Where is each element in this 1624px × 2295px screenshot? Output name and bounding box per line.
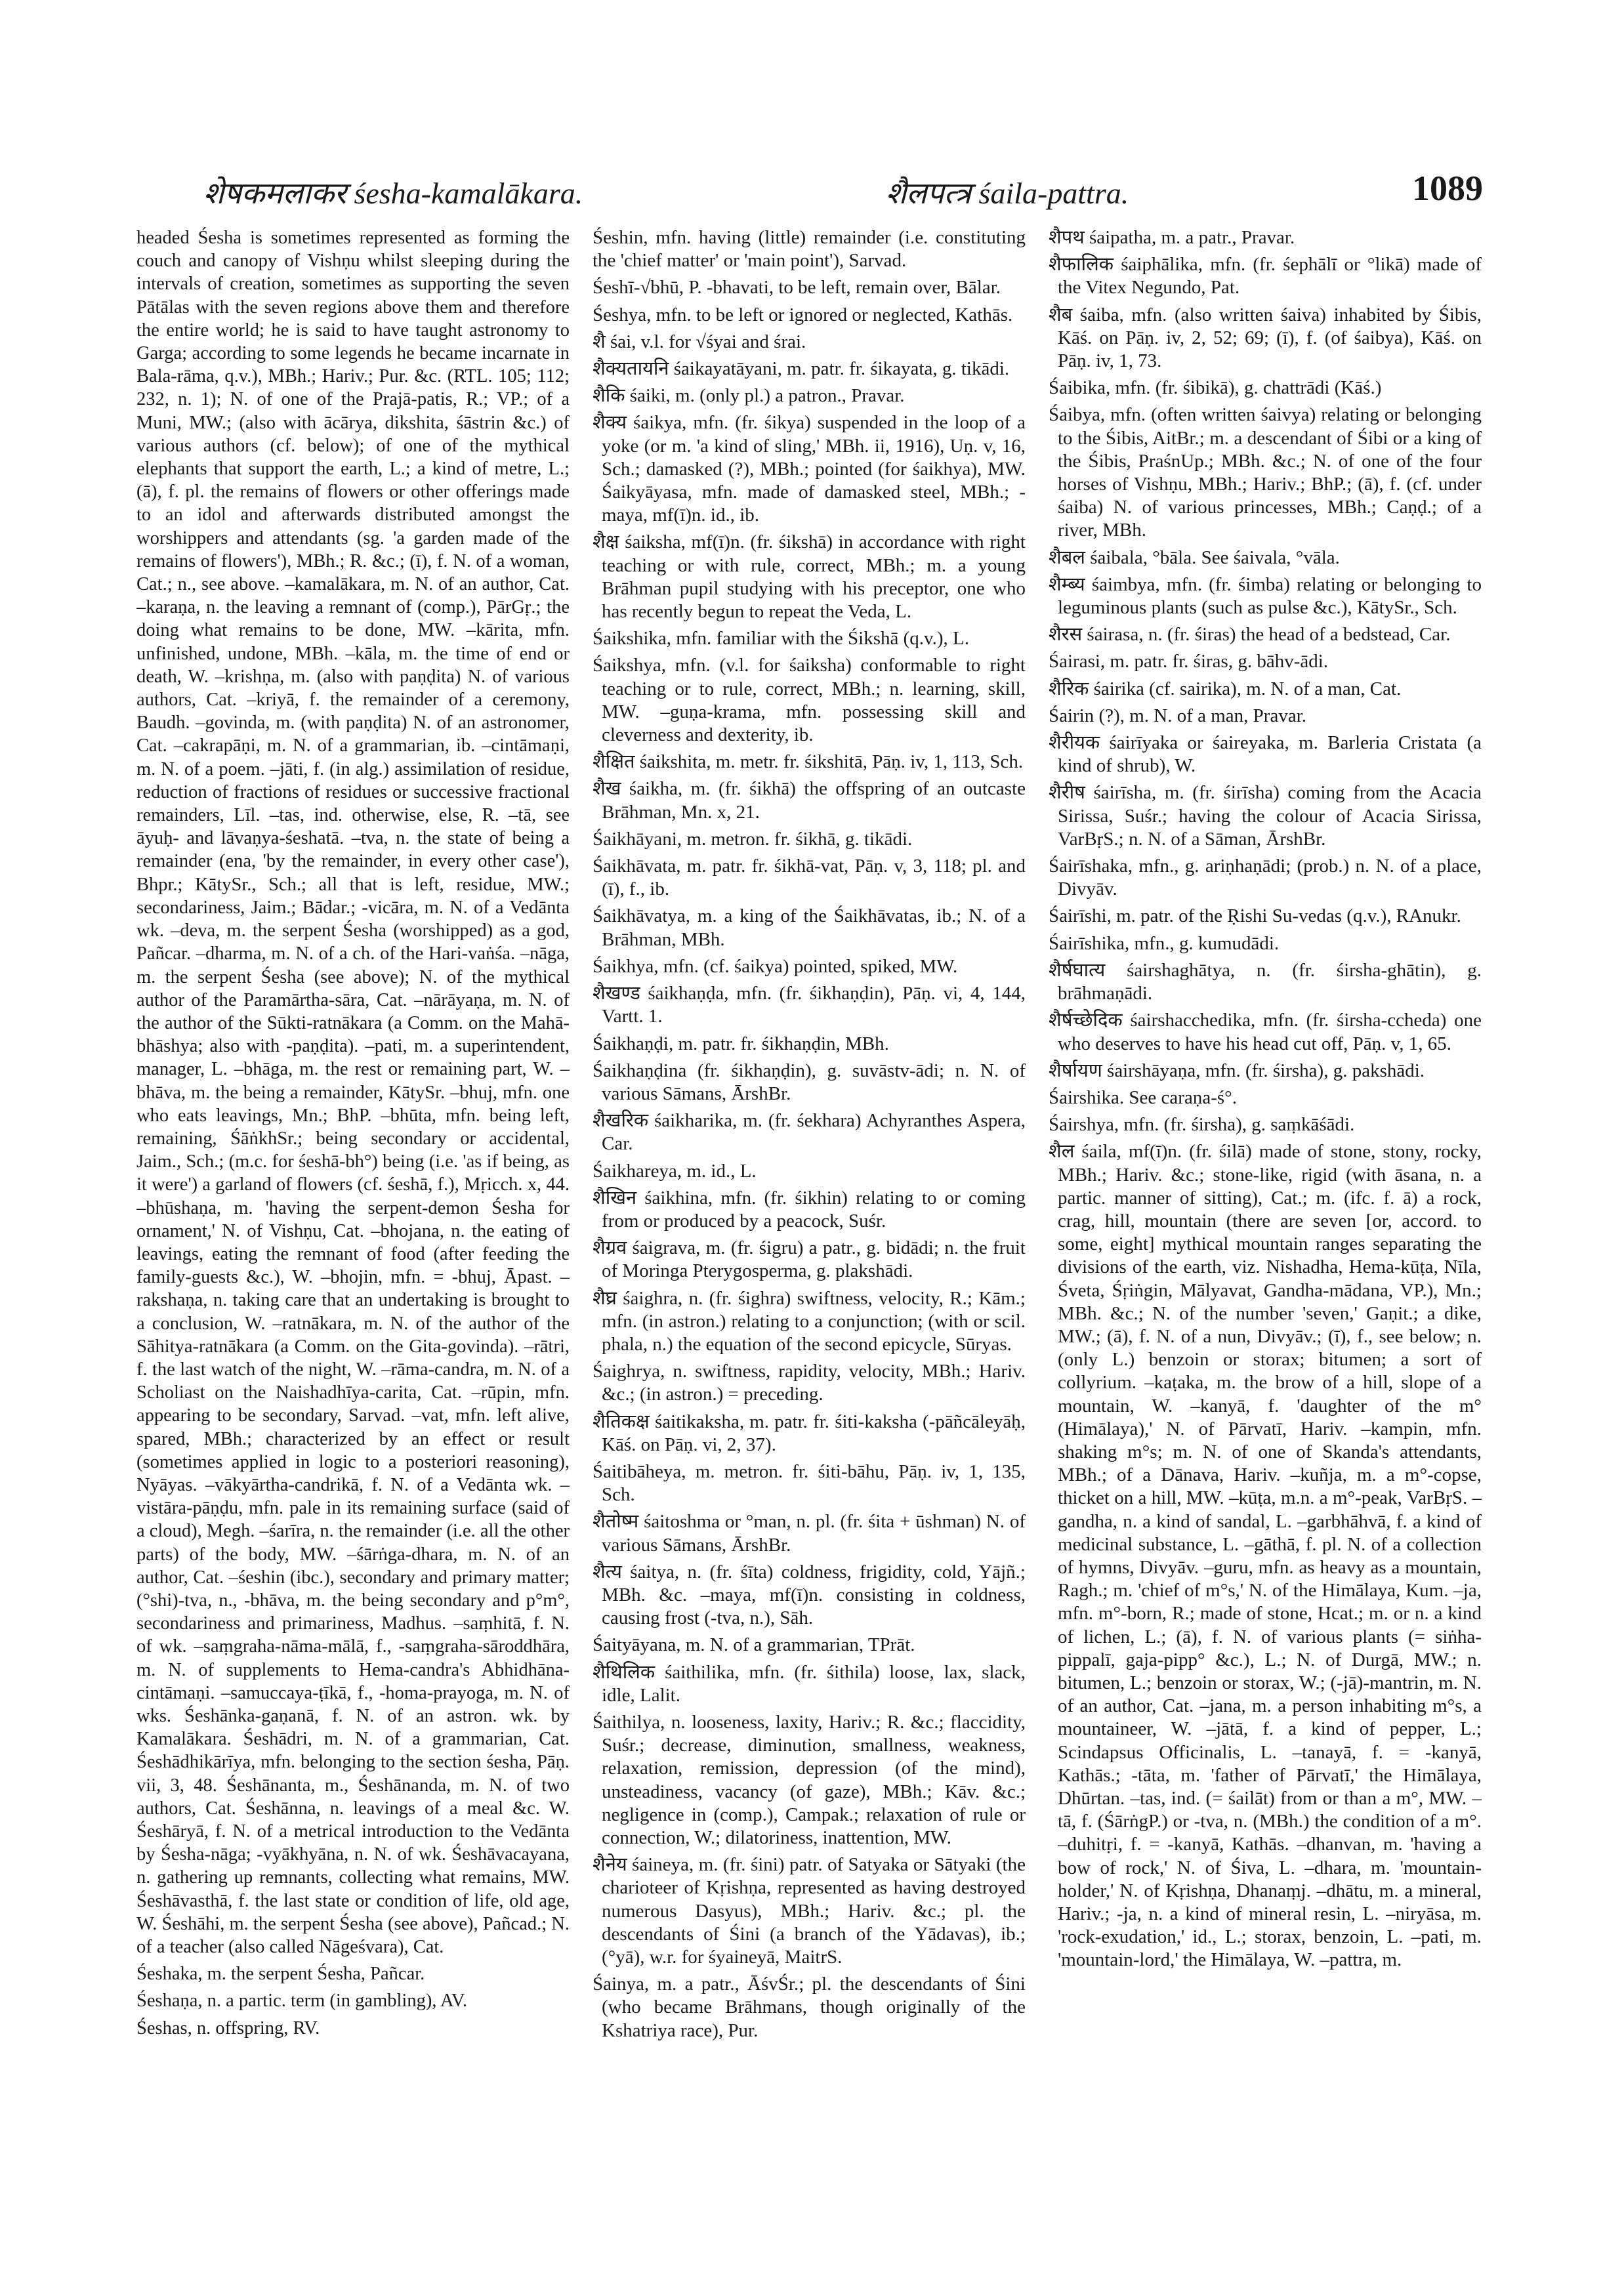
dictionary-entry: शैक्षित śaikshita, m. metr. fr. śikshitā, Pāṇ. iv, 1, 113, Sch. [593, 751, 1024, 773]
dictionary-entry: शैखरिक śaikharika, m. (fr. śekhara) Achyranthes Aspera, Car. [593, 1110, 1026, 1155]
dictionary-entry: Śeshī-√bhū, P. -bhavati, to be left, remain over, Bālar. [593, 277, 1001, 299]
dictionary-entry: Śairin (?), m. N. of a man, Pravar. [1049, 705, 1307, 726]
column-middle [593, 226, 1026, 2195]
dictionary-entry: Śairasi, m. patr. fr. śiras, g. bāhv-ādi. [1049, 651, 1329, 672]
dictionary-entry: शैक्ष śaiksha, mf(ī)n. (fr. śikshā) in accordance with right teaching or with rule, correct, MBh.; m. a young Brāhman pupil studying with his preceptor, one who has recently begun to repeat the Veda, L. [593, 531, 1026, 623]
dictionary-entry: शैखण्ड śaikhaṇḍa, mfn. (fr. śikhaṇḍin), Pāṇ. vi, 4, 144, Vartt. 1. [593, 983, 1026, 1027]
dictionary-entry: headed Śesha is sometimes represented as forming the couch and canopy of Vishṇu whilst sleeping during the intervals of creation, sometimes as supporting the seven Pātālas with the seven regions above them and therefore the entire world; he is said to have taught astronomy to Garga; according to some legends he became incarnate in Bala-rāma, q.v.), MBh.; Hariv.; Pur. &c. (RTL. 105; 112; 232, n. 1); N. of one of the Prajā-patis, R.; VP.; of a Muni, MW.; (also with ācārya, dikshita, śāstrin &c.) of various authors (cf. below); of one of the mythical elephants that support the earth, L.; a kind of metre, L.; (ā), f. pl. the remains of flowers or other offerings made to an idol and afterwards distributed amongst the worshippers and attendants (sg. 'a garden made of the remains of flowers'), MBh.; R. &c.; (ī), f. N. of a woman, Cat.; n., see above. –kamalākara, m. N. of an author, Cat. –karaṇa, n. the leaving a remnant of (comp.), PārGṛ.; the doing what remains to be done, MW. –kārita, mfn. unfinished, undone, MBh. –kāla, m. the time of end or death, W. –krishṇa, m. (also with paṇḍita) N. of various authors, Cat. –kriyā, f. the remainder of a ceremony, Baudh. –govinda, m. (with paṇḍita) N. of an astronomer, Cat. –cakrapāṇi, m. N. of a grammarian, ib. –cintāmaṇi, m. N. of a poem. –jāti, f. (in alg.) assimilation of residue, reduction of fractions of residues or successive fractional remainders, Līl. –tas, ind. otherwise, else, R. –tā, see āyuḥ- and lāvaṇya-śeshatā. –tva, n. the state of being a remainder (ena, 'by the remainder, in every other case'), Bhpr.; KātySr., Sch.; all that is left, residue, MW.; secondariness, Jaim.; Bādar.; -vicāra, m. N. of a Vedānta wk. –deva, m. the serpent Śesha (worshipped) as a god, Pañcar. –dharma, m. N. of a ch. of the Hari-vaṅśa. –nāga, m. the serpent Śesha (see above); N. of the mythical author of the Paramārtha-sāra, Cat. –nārāyaṇa, m. N. of the author of the Sūkti-ratnākara (a Comm. on the Mahā-bhāshya; also with -paṇḍita). –pati, m. a superintendent, manager, L. –bhāga, m. the rest or remaining part, W. –bhāva, m. the being a remainder, KātySr. –bhuj, mfn. one who eats leavings, Mn.; BhP. –bhūta, mfn. being left, remaining, ŚāṅkhSr.; being secondary or accidental, Jaim., Sch.; (m.c. for śeshā-bh°) being (i.e. 'as if being, as it were') a garland of flowers (cf. śeshā, f.), Mṛicch. x, 44. –bhūshaṇa, m. 'having the serpent-demon Śesha for ornament,' N. of Vishṇu, Cat. –bhojana, n. the eating of leavings, eating the remnant of food (after feeding the family-guests &c.), W. –bhojin, mfn. = -bhuj, Āpast. –rakshaṇa, n. taking care that an undertaking is brought to a conclusion, W. –ratnākara, m. N. of the author of the Sāhitya-ratnākara (a Comm. on the Gita-govinda). –rātri, f. the last watch of the night, W. –rāma-candra, m. N. of a Scholiast on the Naishadhīya-carita, Cat. –rūpin, mfn. appearing to be secondary, Sarvad. –vat, mfn. left alive, spared, MBh.; characterized by an effect or result (sometimes applied in logic to a posteriori reasoning), Nyāyas. –vākyārtha-candrikā, f. N. of a Vedānta wk. –vistāra-pāṇḍu, mfn. pale in its remaining surface (said of a cloud), Megh. –śarīra, n. the remainder (i.e. all the other parts) of the body, MW. –śārṅga-dhara, m. N. of an author, Cat. –śeshin (ibc.), secondary and primary matter; (°shi)-tva, n., -bhāva, m. the being secondary and p°m°, secondariness and primariness, Madhus. –saṃhitā, f. N. of wk. –saṃgraha-nāma-mālā, f., -saṃgraha-sāroddhāra, m. N. of supplements to Hema-candra's Abhidhāna-cintāmaṇi. –samuccaya-ṭīkā, f., -homa-prayoga, m. N. of wks. Śeshānka-gaṇanā, f. N. of an astron. wk. by Kamalākara. Śeshādri, m. N. of a grammarian, Cat. Śeshādhikārīya, mfn. belonging to the section śesha, Pāṇ. vii, 3, 48. Śeshānanta, m., Śeshānanda, m. N. of two authors, Cat. Śeshānna, n. leavings of a meal &c. W. Śeshāryā, f. N. of a metrical introduction to the Vedānta by Śesha-nāga; -vyākhyāna, n. N. of wk. Śeshāvacayana, n. gathering up remnants, collecting what remains, MW. Śeshāvasthā, f. the last state or condition of life, old age, W. Śeshāhi, m. the serpent Śesha (see above), Pañcad.; N. of a teacher (also called Nāgeśvara), Cat. [136, 228, 570, 1958]
dictionary-entry: Śaikhaṇḍina (fr. śikhaṇḍin), g. suvāstv-ādi; n. N. of various Sāmans, ĀrshBr. [593, 1060, 1026, 1104]
dictionary-entry: Śaikhaṇḍi, m. patr. fr. śikhaṇḍin, MBh. [593, 1033, 889, 1054]
dictionary-entry: शैरिक śairika (cf. sairika), m. N. of a man, Cat. [1049, 678, 1402, 699]
page-number: 1089 [1412, 169, 1483, 208]
dictionary-entry: Śaikshya, mfn. (v.l. for śaiksha) conformable to right teaching or to rule, correct, MBh.; n. learning, skill, MW. –guṇa-krama, mfn. possessing skill and cleverness and dexterity, ib. [593, 655, 1026, 746]
dictionary-entry: शैरीयक śairīyaka or śaireyaka, m. Barleria Cristata (a kind of shrub), W. [1049, 732, 1482, 777]
dictionary-entry: शैर्षघात्य śairshaghātya, n. (fr. śirsha-ghātin), g. brāhmaṇādi. [1049, 959, 1482, 1004]
dictionary-entry: Śairīshaka, mfn., g. ariṇhaṇādi; (prob.) n. N. of a place, Divyāv. [1049, 856, 1482, 900]
dictionary-entry: शैनेय śaineya, m. (fr. śini) patr. of Satyaka or Sātyaki (the charioteer of Kṛishṇa, represented as having destroyed numerous Dasyus), MBh.; Hariv. &c.; pl. the descendants of Śini (a branch of the Yādavas), ib.; (°yā), w.r. for śyaineyā, MaitrS. [593, 1854, 1026, 1968]
dictionary-entry: Śairīshika, mfn., g. kumudādi. [1049, 932, 1280, 954]
dictionary-entry: Śeshaṇa, n. a partic. term (in gambling), AV. [136, 1991, 467, 2012]
dictionary-entry: Śeshya, mfn. to be left or ignored or neglected, Kathās. [593, 304, 1013, 325]
running-head-center: शैलपत्त्र śaila-pattra. [886, 176, 1129, 210]
dictionary-entry: शैफालिक śaiphālika, mfn. (fr. śephālī or °likā) made of the Vitex Negundo, Pat. [1049, 254, 1482, 299]
dictionary-entry: शैर्षायण śairshāyaṇa, mfn. (fr. śirsha), g. pakshādi. [1049, 1060, 1425, 1081]
dictionary-entry: Śaikhāvata, m. patr. fr. śikhā-vat, Pāṇ. v, 3, 118; pl. and (ī), f., ib. [593, 856, 1026, 900]
dictionary-entry: शैक्य śaikya, mfn. (fr. śikya) suspended in the loop of a yoke (or m. 'a kind of sling,' MBh. ii, 1916), Uṇ. v, 16, Sch.; damasked (?), MBh.; pointed (for śaikhya), MW. Śaikyāyasa, mfn. made of damasked steel, MBh.; -maya, mf(ī)n. id., ib. [593, 412, 1026, 526]
dictionary-entry: शैख śaikha, m. (fr. śikhā) the offspring of an outcaste Brāhman, Mn. x, 21. [593, 778, 1026, 823]
dictionary-entry: Śaikshika, mfn. familiar with the Śikshā (q.v.), L. [593, 628, 969, 650]
dictionary-entry: शैक्यतायनि śaikayatāyani, m. patr. fr. śikayata, g. tikādi. [593, 358, 1010, 380]
text-columns [136, 226, 1482, 2195]
dictionary-entry: शैतोष्म śaitoshma or °man, n. pl. (fr. śita + ūshman) N. of various Sāmans, ĀrshBr. [593, 1511, 1026, 1556]
column-left [136, 226, 570, 2195]
dictionary-entry: शैर्षच्छेदिक śairshacchedika, mfn. (fr. śirsha-ccheda) one who deserves to have his head cut off, Pāṇ. v, 1, 65. [1049, 1010, 1482, 1054]
running-head-left: शेषकमलाकर śesha-kamalākara. [203, 176, 583, 210]
dictionary-entry: शैपथ śaipatha, m. a patr., Pravar. [1049, 227, 1295, 248]
dictionary-entry: शैकि śaiki, m. (only pl.) a patron., Pravar. [593, 385, 905, 407]
dictionary-entry: शैरस śairasa, n. (fr. śiras) the head of a bedstead, Car. [1049, 624, 1451, 646]
dictionary-entry: Śeshin, mfn. having (little) remainder (i.e. constituting the 'chief matter' or 'main point'), Sarvad. [593, 227, 1026, 272]
dictionary-entry: शैतिकक्ष śaitikaksha, m. patr. fr. śiti-kaksha (-pāñcāleyāḥ, Kāś. on Pāṇ. vi, 2, 37). [593, 1411, 1026, 1455]
dictionary-entry: शै śai, v.l. for √śyai and śrai. [593, 331, 806, 352]
dictionary-entry: Śaikhāyani, m. metron. fr. śikhā, g. tikādi. [593, 828, 913, 850]
dictionary-entry: Śaityāyana, m. N. of a grammarian, TPrāt. [593, 1634, 915, 1656]
dictionary-entry: शैल śaila, mf(ī)n. (fr. śilā) made of stone, stony, rocky, MBh.; Hariv. &c.; stone-like, rigid (with āsana, n. a partic. manner of sitting), Cat.; m. (ifc. f. ā) a rock, crag, hill, mountain (there are seven [or, accord. to some, eight] mythical mountain ranges separating the divisions of the earth, viz. Nishadha, Hema-kūṭa, Nīla, Śveta, Śṛiṅgin, Mālyavat, Gandha-mādana, VP.), Mn.; MBh. &c.; N. of the number 'seven,' Gaṇit.; a dike, MW.; (ā), f. N. of a nun, Divyāv.; (ī), f., see below; n. (only L.) benzoin or storax; bitumen; a sort of collyrium. –kaṭaka, m. the brow of a hill, slope of a mountain, W. –kanyā, f. 'daughter of the m° (Himālaya),' N. of Pārvatī, Hariv. –kampin, mfn. shaking m°s; m. N. of one of Skanda's attendants, MBh.; of a Dānava, Hariv. –kuñja, m. a m°-copse, thicket on a hill, MW. –kūṭa, m.n. a m°-peak, VarBṛS. –gandha, n. a kind of sandal, L. –garbhāhvā, f. a kind of medicinal substance, L. –gāthā, f. pl. N. of a collection of hymns, Divyāv. –guru, mfn. as heavy as a mountain, Ragh.; m. 'chief of m°s,' N. of the Himālaya, Kum. –ja, mfn. m°-born, R.; made of stone, Hcat.; m. or n. a kind of lichen, L.; (ā), f. N. of various plants (= siṅha-pippalī, gaja-pipp° &c.), L.; N. of Durgā, MW.; n. bitumen, L.; benzoin or storax, W.; (-jā)-mantrin, m. N. of an author, Cat. –jana, m. a person inhabiting m°s, a mountaineer, W. –jātā, f. a kind of pepper, L.; Scindapsus Officinalis, L. –tanayā, f. = -kanyā, Kathās.; -tāta, m. 'father of Pārvatī,' the Himālaya, Dhūrtan. –tas, ind. (= śailāt) from or than a m°, MW. –tā, f. (ŚārṅgP.) or -tva, n. (MBh.) the condition of a m°. –duhitṛi, f. = -kanyā, Kathās. –dhanvan, m. 'having a bow of rock,' N. of Śiva, L. –dhara, m. 'mountain-holder,' N. of Kṛishṇa, Dhanaṃj. –dhātu, m. a mineral, Hariv.; -ja, n. a kind of mineral resin, L. –niryāsa, m. 'rock-exudation,' id., L.; storax, benzoin, L. –pati, m. 'mountain-lord,' the Himālaya, W. –pattra, m. [1049, 1141, 1482, 1971]
dictionary-entry: Śaitibāheya, m. metron. fr. śiti-bāhu, Pāṇ. iv, 1, 135, Sch. [593, 1460, 1026, 1506]
dictionary-entry: Śairshya, mfn. (fr. śirsha), g. saṃkāśādi. [1049, 1114, 1355, 1136]
dictionary-entry: शैम्ब्य śaimbya, mfn. (fr. śimba) relating or belonging to leguminous plants (such as pulse &c.), KātySr., Sch. [1049, 573, 1482, 619]
dictionary-entry: Śairshika. See caraṇa-ś°. [1049, 1086, 1237, 1108]
column-right [1049, 226, 1482, 2195]
dictionary-entry: Śaibya, mfn. (often written śaivya) relating or belonging to the Śibis, AitBr.; m. a descendant of Śibi or a king of the Śibis, PraśnUp.; MBh. &c.; N. of one of the four horses of Vishṇu, MBh.; Hariv.; BhP.; (ā), f. (cf. under śaiba) N. of various princesses, MBh.; Caṇḍ.; of a river, MBh. [1049, 404, 1482, 541]
dictionary-entry: Śaikhareya, m. id., L. [593, 1160, 757, 1182]
running-head [131, 169, 1483, 224]
dictionary-entry: Śeshaka, m. the serpent Śesha, Pañcar. [136, 1964, 425, 1985]
dictionary-entry: Śaithilya, n. looseness, laxity, Hariv.; R. &c.; flaccidity, Suśr.; decrease, diminution, smallness, weakness, relaxation, remission, depression (of the mind), unsteadiness, vacancy (of gaze), MBh.; Kāv. &c.; negligence in (comp.), Campak.; relaxation of rule or connection, W.; dilatoriness, inattention, MW. [593, 1711, 1026, 1848]
dictionary-entry: Śaighrya, n. swiftness, rapidity, velocity, MBh.; Hariv. &c.; (in astron.) = preceding. [593, 1361, 1026, 1405]
dictionary-entry: Śairīshi, m. patr. of the Ṛishi Su-vedas (q.v.), RAnukr. [1049, 905, 1461, 927]
dictionary-entry: Śaikhāvatya, m. a king of the Śaikhāvatas, ib.; N. of a Brāhman, MBh. [593, 905, 1026, 950]
dictionary-entry: शैग्रव śaigrava, m. (fr. śigru) a patr., g. bidādi; n. the fruit of Moringa Pterygosperma, g. plakshādi. [593, 1237, 1026, 1282]
dictionary-entry: Śaibika, mfn. (fr. śibikā), g. chattrādi (Kāś.) [1049, 377, 1382, 399]
dictionary-entry: शैथिलिक śaithilika, mfn. (fr. śithila) loose, lax, slack, idle, Lalit. [593, 1661, 1026, 1706]
dictionary-entry: Śeshas, n. offspring, RV. [136, 2017, 320, 2038]
dictionary-entry: शैखिन śaikhina, mfn. (fr. śikhin) relating to or coming from or produced by a peacock, Suśr. [593, 1187, 1026, 1231]
dictionary-entry: शैत्य śaitya, n. (fr. śīta) coldness, frigidity, cold, Yājñ.; MBh. &c. –maya, mf(ī)n. consisting in coldness, causing frost (-tva, n.), Sāh. [593, 1561, 1026, 1629]
dictionary-entry: Śainya, m. a patr., ĀśvŚr.; pl. the descendants of Śini (who became Brāhmans, though originally of the Kshatriya race), Pur. [593, 1974, 1026, 2041]
dictionary-entry: शैरीष śairīsha, m. (fr. śirīsha) coming from the Acacia Sirissa, Suśr.; having the colour of Acacia Sirissa, VarBṛS.; n. N. of a Sāman, ĀrshBr. [1049, 782, 1482, 850]
dictionary-entry: Śaikhya, mfn. (cf. śaikya) pointed, spiked, MW. [593, 955, 958, 977]
dictionary-entry: शैब śaiba, mfn. (also written śaiva) inhabited by Śibis, Kāś. on Pāṇ. iv, 2, 52; 69; (ī), f. (of śaibya), Kāś. on Pāṇ. iv, 1, 73. [1049, 304, 1482, 372]
dictionary-entry: शैघ्र śaighra, n. (fr. śighra) swiftness, velocity, R.; Kām.; mfn. (in astron.) relating to a conjunction; (with or scil. phala, n.) the equation of the second epicycle, Sūryas. [593, 1287, 1026, 1355]
dictionary-entry: शैबल śaibala, °bāla. See śaivala, °vāla. [1049, 547, 1340, 568]
